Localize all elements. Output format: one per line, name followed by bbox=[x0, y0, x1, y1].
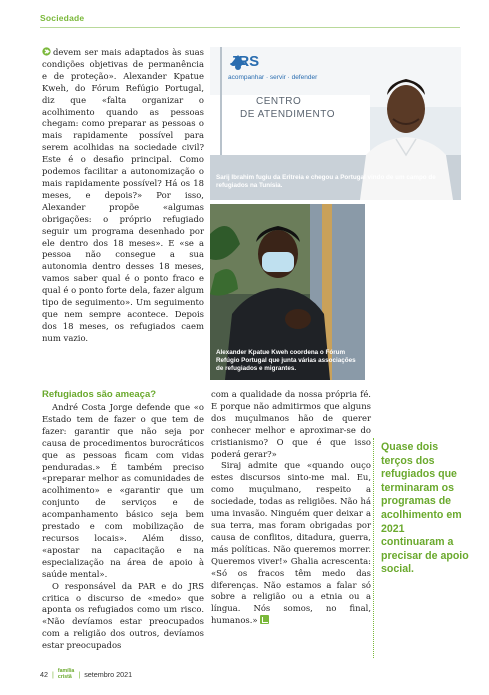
pull-quote: Quase dois terços dos refugiados que terminaram os programas de acolhimento em 2021 continuaram a precisar de apoio social. bbox=[381, 441, 469, 576]
photo-caption-alexander: Alexander Kpatue Kweh coordena o Fórum Refúgio Portugal que junta várias associações de refugiados e migrantes. bbox=[216, 349, 356, 372]
column-2 bbox=[211, 389, 371, 627]
pullquote-divider bbox=[373, 438, 374, 658]
column-1-top bbox=[42, 47, 204, 345]
section-divider bbox=[40, 27, 460, 28]
paragraph: O responsável da PAR e do JRS critica o discurso de «medo» que aponta os refugiados como um risco. «Não devíamos estar preocupados com a religião dos outros, devíamos estar preocupados bbox=[42, 580, 204, 651]
issue-date: setembro 2021 bbox=[84, 670, 133, 679]
paragraph: André Costa Jorge defende que «o Estado tem de fazer o que tem de fazer: garantir que não seja por causa de procedimentos burocráticos que as pessoas ficam com vidas penduradas.» É também preciso «preparar melhor as comunidades de acolhimento» e «garantir que um conjunto de serviços e de acompanhamento básico seja bem prestado e com mobilização de recursos locais». Além disso, «apostar na capacitação e na especialização na área de apoio à saúde mental». bbox=[42, 402, 204, 579]
page-number: 42 bbox=[40, 670, 48, 679]
logo-line-1: família bbox=[57, 668, 75, 674]
paragraph-text: Siraj admite que «quando ouço estes discursos sinto-me mal. Eu, como muçulmano, respeito a sociedade, todas as religiões. Não há uma invasão. Ninguém quer deixar a sua terra, mas foram obrigadas por causa de conflitos, ditadura, guerra, más políticas. Não queremos morrer. Queremos viver!» Ghalia acrescenta: «Só os fracos têm medo das diferenças. Não estamos a falar só sobre a religião ou a etnia ou a língua. Nós somos, no final, humanos.» bbox=[211, 460, 371, 626]
section-subheading: Refugiados são ameaça? bbox=[42, 389, 157, 400]
footer-separator: | bbox=[52, 670, 54, 679]
section-label: Sociedade bbox=[40, 13, 85, 23]
article-end-icon bbox=[260, 615, 269, 624]
paragraph: com a qualidade da nossa própria fé. E porque não admitirmos que alguns dos muçulmanos hão de querer conhecer melhor e aproximar-se do cristianismo? O que é que isso poderá gerar?» bbox=[211, 389, 371, 459]
continuation-arrow-icon bbox=[42, 47, 51, 56]
paragraph bbox=[211, 460, 371, 627]
sign-text-line-2: DE ATENDIMENTO bbox=[240, 109, 335, 120]
sign-text-line-1: CENTRO bbox=[256, 96, 302, 107]
paragraph bbox=[42, 47, 204, 345]
logo-line-2: cristã bbox=[57, 673, 72, 680]
jrs-logo: JRS bbox=[230, 53, 260, 70]
photo-caption-siraj: Sarij Ibrahim fugiu da Eritreia e chegou a Portugal vindo de um campo de refugiados na Tunísia. bbox=[216, 174, 436, 189]
footer-separator: | bbox=[78, 670, 81, 679]
jrs-tagline: acompanhar · servir · defender bbox=[228, 74, 318, 81]
column-1-bottom bbox=[42, 389, 204, 652]
paragraph-text: devem ser mais adaptados às suas condições objetivas de permanência e de proteção». Alexander Kpatue Kweh, do Fórum Refúgio Portugal, diz que «falta organizar o acolhimento quando as pessoas chegam: como preparar as pessoas o mais rapidamente possível para serem acolhidas na sociedade civil? Este é o desafio principal. Como podemos facilitar a autonomização o mais rapidamente possível? Há os 18 meses, e depois?» Por isso, Alexander propõe «algumas obrigações: o próprio refugiado seguir um programa desenhado por ele dentro dos 18 meses». E «se a pessoa não consegue a sua autonomia dentro desses 18 meses, vamos saber qual é o ponto fraco e qual é o ponto forte dela, fazer algum tipo de seguimento». Um seguimento que nem sempre acontece. Depois dos 18 meses, os refugiados caem num vazio. bbox=[42, 47, 204, 343]
page-footer bbox=[40, 669, 132, 680]
magazine-logo bbox=[58, 669, 74, 680]
